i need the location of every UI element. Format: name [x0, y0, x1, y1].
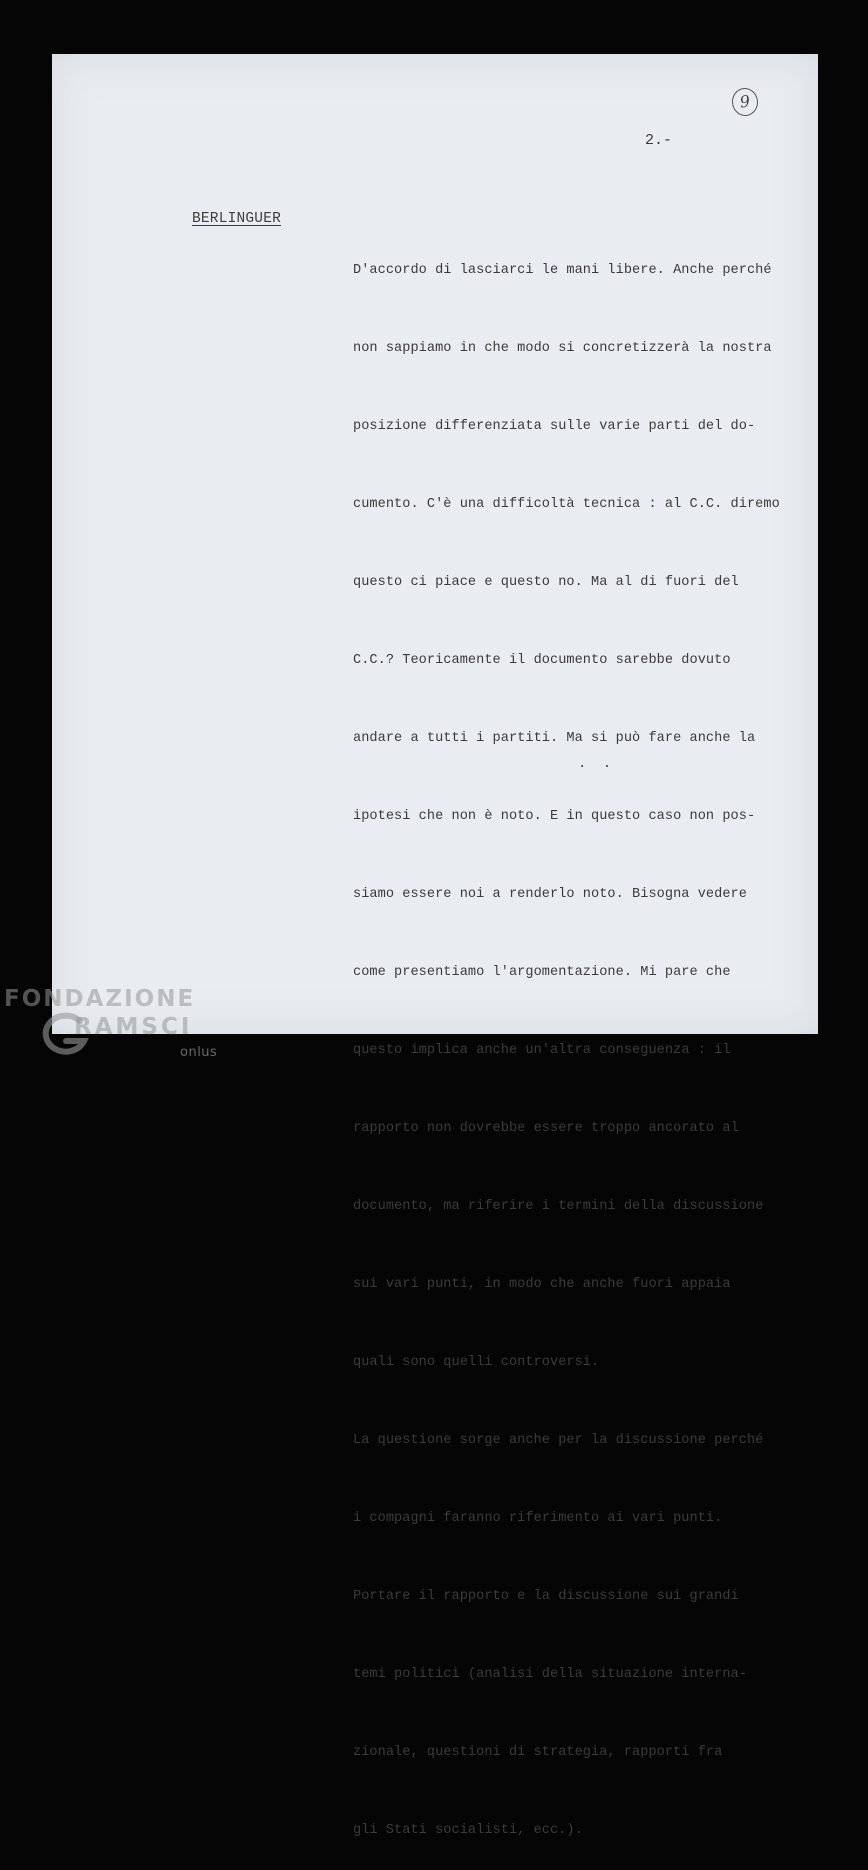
text-line: questo ci piace e questo no. Ma al di fuori del — [353, 575, 739, 590]
end-mark: . . — [578, 756, 616, 772]
text-line: C.C.? Teoricamente il documento sarebbe dovuto — [353, 653, 731, 668]
page-number: 2.- — [645, 132, 673, 149]
watermark-onlus: onlus — [180, 1045, 218, 1060]
text-line: Portare il rapporto e la discussione sui grandi — [353, 1589, 739, 1604]
speech-text — [353, 206, 823, 1870]
watermark-line-1: FONDAZIONE — [4, 986, 196, 1012]
text-line: posizione differenziata sulle varie parti del do- — [353, 419, 756, 434]
archive-number-circle: 9 — [730, 86, 760, 117]
text-line: non sappiamo in che modo si concretizzerà la nostra — [353, 341, 772, 356]
text-line: gli Stati socialisti, ecc.). — [353, 1823, 583, 1838]
text-line: andare a tutti i partiti. Ma si può fare anche la — [353, 731, 756, 746]
text-line: come presentiamo l'argomentazione. Mi pare che — [353, 965, 731, 980]
watermark-g-logo-icon — [36, 1011, 92, 1059]
text-line: D'accordo di lasciarci le mani libere. Anche perché — [353, 263, 772, 278]
text-line: sui vari punti, in modo che anche fuori appaia — [353, 1277, 731, 1292]
text-line: cumento. C'è una difficoltà tecnica : al C.C. diremo — [353, 497, 780, 512]
text-line: i compagni faranno riferimento ai vari punti. — [353, 1511, 723, 1526]
text-line: zionale, questioni di strategia, rapporti fra — [353, 1745, 723, 1760]
text-line: quali sono quelli controversi. — [353, 1355, 600, 1370]
fondazione-gramsci-watermark — [4, 985, 218, 1060]
text-line: siamo essere noi a renderlo noto. Bisogna vedere — [353, 887, 747, 902]
watermark-line-2: RAMSCI — [74, 1014, 193, 1040]
text-line: documento, ma riferire i termini della discussione — [353, 1199, 764, 1214]
text-line: rapporto non dovrebbe essere troppo ancorato al — [353, 1121, 739, 1136]
text-line: ipotesi che non è noto. E in questo caso non pos- — [353, 809, 756, 824]
text-line: temi politici (analisi della situazione interna- — [353, 1667, 747, 1682]
speaker-name: BERLINGUER — [192, 211, 282, 227]
text-line: La questione sorge anche per la discussione perché — [353, 1433, 764, 1448]
text-line: questo implica anche un'altra conseguenza : il — [353, 1043, 731, 1058]
